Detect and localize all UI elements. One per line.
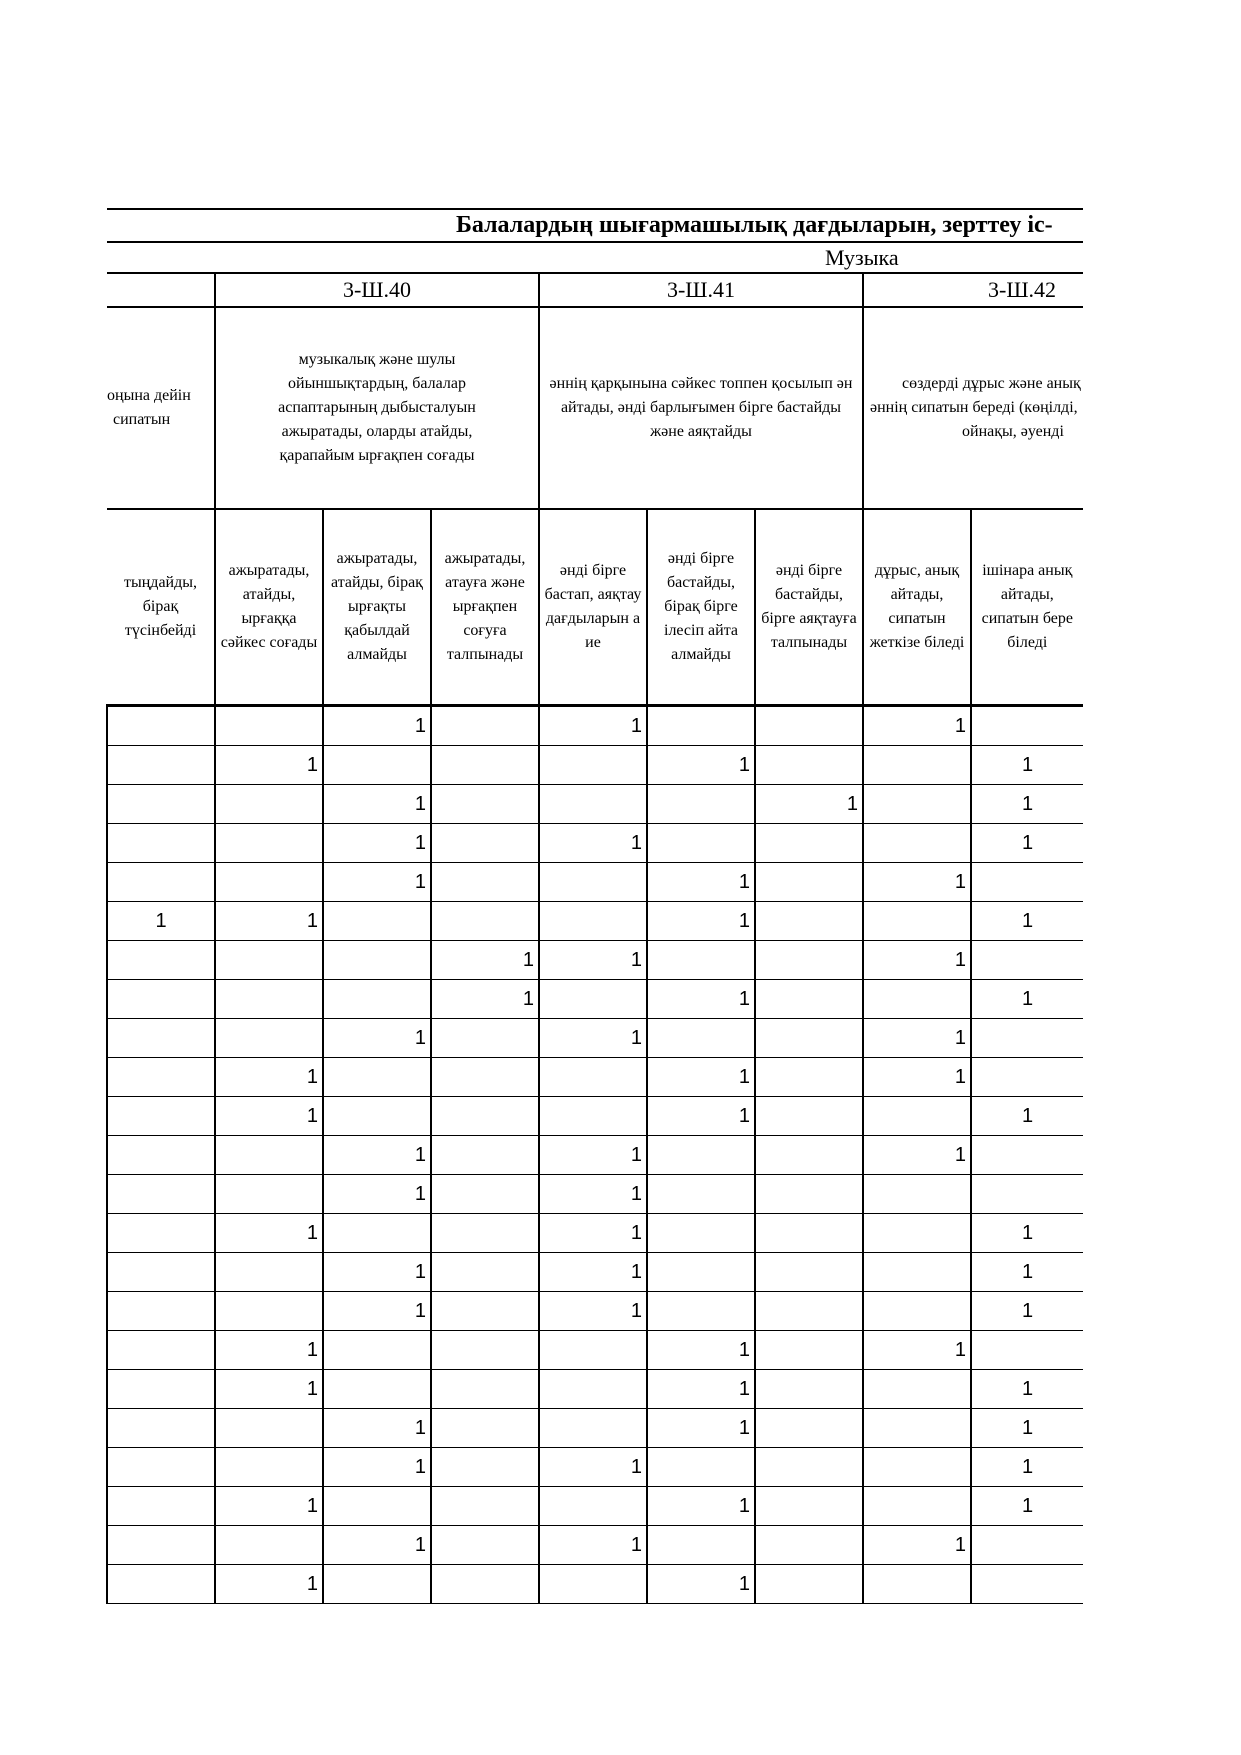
data-cell[interactable] <box>971 1058 1083 1097</box>
data-cell[interactable]: 1 <box>539 1136 647 1175</box>
data-cell[interactable] <box>971 1565 1083 1604</box>
data-cell[interactable] <box>755 902 863 941</box>
data-cell[interactable]: 1 <box>863 941 971 980</box>
data-cell[interactable] <box>539 1487 647 1526</box>
data-cell[interactable]: 1 <box>539 1526 647 1565</box>
data-cell[interactable] <box>647 785 755 824</box>
data-cell[interactable] <box>647 1448 755 1487</box>
data-cell[interactable]: 1 <box>539 1253 647 1292</box>
data-cell[interactable] <box>431 1409 539 1448</box>
data-cell[interactable]: 1 <box>971 1253 1083 1292</box>
data-cell[interactable]: 1 <box>539 1019 647 1058</box>
code-sh42: 3-Ш.42 <box>863 273 1083 307</box>
data-cell[interactable]: 1 <box>539 1448 647 1487</box>
data-cell[interactable] <box>215 1136 323 1175</box>
data-cell[interactable]: 1 <box>971 1292 1083 1331</box>
data-cell[interactable] <box>539 980 647 1019</box>
data-cell[interactable]: 1 <box>971 1487 1083 1526</box>
data-cell[interactable] <box>215 863 323 902</box>
data-cell[interactable]: 1 <box>647 746 755 785</box>
assessment-table <box>106 208 1083 1604</box>
data-cell[interactable] <box>755 1214 863 1253</box>
criterion-1: ажыратады, атайды, ырғаққа сәйкес соғады <box>215 509 323 706</box>
data-cell[interactable]: 1 <box>863 706 971 746</box>
data-cell[interactable]: 1 <box>647 1565 755 1604</box>
data-cell[interactable] <box>539 746 647 785</box>
data-cell[interactable] <box>863 824 971 863</box>
data-cell[interactable] <box>107 1448 215 1487</box>
data-cell[interactable] <box>755 1487 863 1526</box>
data-cell[interactable] <box>539 902 647 941</box>
data-cell[interactable] <box>431 863 539 902</box>
data-cell[interactable] <box>215 824 323 863</box>
data-cell[interactable] <box>971 1136 1083 1175</box>
data-cell[interactable] <box>431 1136 539 1175</box>
data-cell[interactable] <box>755 1565 863 1604</box>
data-cell[interactable] <box>755 1253 863 1292</box>
data-cell[interactable]: 1 <box>971 1097 1083 1136</box>
data-cell[interactable] <box>215 1448 323 1487</box>
table-row <box>107 1136 1083 1175</box>
data-cell[interactable] <box>215 1253 323 1292</box>
data-cell[interactable] <box>755 980 863 1019</box>
data-cell[interactable] <box>755 1409 863 1448</box>
data-cell[interactable] <box>539 1058 647 1097</box>
data-cell[interactable] <box>755 1175 863 1214</box>
data-cell[interactable] <box>755 1526 863 1565</box>
table-row <box>107 824 1083 863</box>
data-cell[interactable]: 1 <box>863 1058 971 1097</box>
criterion-0: тыңдайды, бірақ түсінбейді <box>107 509 215 706</box>
data-cell[interactable] <box>863 746 971 785</box>
criterion-7: дұрыс, анық айтады, сипатын жеткізе біледі <box>863 509 971 706</box>
data-cell[interactable]: 1 <box>863 1331 971 1370</box>
data-cell[interactable] <box>107 1370 215 1409</box>
data-cell[interactable] <box>755 1370 863 1409</box>
data-cell[interactable] <box>755 1448 863 1487</box>
criterion-4: әнді бірге бастап, аяқтау дағдыларын а ие <box>539 509 647 706</box>
data-cell[interactable] <box>971 1331 1083 1370</box>
data-cell[interactable] <box>755 824 863 863</box>
data-cell[interactable]: 1 <box>971 1409 1083 1448</box>
desc-sh42-line2: әннің сипатын береді (көңілді, <box>870 399 1078 416</box>
spreadsheet-view <box>106 208 1083 1623</box>
sheet-title: Балалардың шығармашылық дағдыларын, зерттеу іс- <box>107 209 1083 242</box>
desc-sh42-line1: сөздерді дұрыс және анық <box>902 375 1081 392</box>
data-cell[interactable] <box>431 1565 539 1604</box>
code-sh41: 3-Ш.41 <box>539 273 863 307</box>
data-cell[interactable] <box>431 1526 539 1565</box>
data-cell[interactable] <box>215 706 323 746</box>
data-cell[interactable]: 1 <box>539 824 647 863</box>
section-label: Музыка <box>825 244 899 270</box>
table-row <box>107 1370 1083 1409</box>
code-cell-empty <box>107 273 215 307</box>
data-cell[interactable]: 1 <box>323 1175 431 1214</box>
data-cell[interactable]: 1 <box>971 1448 1083 1487</box>
data-cell[interactable]: 1 <box>215 1058 323 1097</box>
desc-partial-left-line2: сипатын <box>113 411 171 428</box>
data-cell[interactable] <box>863 1487 971 1526</box>
criterion-8: ішінара анық айтады, сипатын бере біледі <box>971 509 1083 706</box>
data-cell[interactable]: 1 <box>647 1409 755 1448</box>
desc-partial-left-line1: оңына дейін <box>107 387 191 404</box>
table-row <box>107 1058 1083 1097</box>
data-cell[interactable] <box>539 1331 647 1370</box>
data-cell[interactable] <box>323 1487 431 1526</box>
data-cell[interactable] <box>863 1175 971 1214</box>
data-cell[interactable] <box>107 1331 215 1370</box>
data-cell[interactable] <box>431 746 539 785</box>
data-cell[interactable] <box>323 746 431 785</box>
data-cell[interactable]: 1 <box>647 863 755 902</box>
data-cell[interactable] <box>647 1526 755 1565</box>
data-cell[interactable] <box>107 1097 215 1136</box>
criterion-3: ажыратады, атауға және ырғақпен соғуға талпынады <box>431 509 539 706</box>
desc-sh42-line3: ойнақы, әуенді <box>962 423 1064 440</box>
data-cell[interactable] <box>215 1526 323 1565</box>
data-cell[interactable]: 1 <box>971 746 1083 785</box>
desc-sh42 <box>863 307 1083 509</box>
data-cell[interactable] <box>431 824 539 863</box>
data-cell[interactable]: 1 <box>647 1487 755 1526</box>
desc-partial-left <box>107 307 215 509</box>
data-cell[interactable]: 1 <box>539 941 647 980</box>
data-cell[interactable]: 1 <box>323 1136 431 1175</box>
data-cell[interactable] <box>755 1058 863 1097</box>
data-cell[interactable] <box>431 1019 539 1058</box>
code-sh40: 3-Ш.40 <box>215 273 539 307</box>
table-row <box>107 1292 1083 1331</box>
data-cell[interactable]: 1 <box>431 980 539 1019</box>
data-cell[interactable] <box>107 1058 215 1097</box>
data-cell[interactable] <box>215 941 323 980</box>
data-cell[interactable]: 1 <box>647 1331 755 1370</box>
data-cell[interactable] <box>107 1526 215 1565</box>
data-cell[interactable] <box>539 1565 647 1604</box>
data-cell[interactable] <box>431 706 539 746</box>
data-cell[interactable] <box>107 980 215 1019</box>
data-cell[interactable]: 1 <box>215 1487 323 1526</box>
table-row <box>107 706 1083 746</box>
data-cell[interactable] <box>971 1019 1083 1058</box>
data-cell[interactable]: 1 <box>323 824 431 863</box>
data-cell[interactable]: 1 <box>215 1097 323 1136</box>
table-row <box>107 746 1083 785</box>
data-cell[interactable] <box>863 1253 971 1292</box>
data-cell[interactable]: 1 <box>971 785 1083 824</box>
data-cell[interactable]: 1 <box>323 1019 431 1058</box>
data-cell[interactable] <box>647 1253 755 1292</box>
data-cell[interactable]: 1 <box>863 863 971 902</box>
data-cell[interactable]: 1 <box>215 1370 323 1409</box>
criterion-6: әнді бірге бастайды, бірге аяқтауға талпынады <box>755 509 863 706</box>
data-cell[interactable]: 1 <box>755 785 863 824</box>
criterion-5: әнді бірге бастайды, бірақ бірге ілесіп айта алмайды <box>647 509 755 706</box>
data-cell[interactable]: 1 <box>647 980 755 1019</box>
data-cell[interactable] <box>863 1565 971 1604</box>
data-cell[interactable]: 1 <box>323 1409 431 1448</box>
data-cell[interactable]: 1 <box>323 1526 431 1565</box>
data-cell[interactable] <box>107 1214 215 1253</box>
data-cell[interactable] <box>323 1058 431 1097</box>
data-cell[interactable] <box>431 1292 539 1331</box>
data-cell[interactable] <box>431 1448 539 1487</box>
data-cell[interactable] <box>755 1019 863 1058</box>
data-cell[interactable] <box>431 785 539 824</box>
data-cell[interactable] <box>863 1214 971 1253</box>
data-cell[interactable]: 1 <box>647 1097 755 1136</box>
data-cell[interactable] <box>647 1019 755 1058</box>
data-cell[interactable]: 1 <box>971 980 1083 1019</box>
data-cell[interactable]: 1 <box>539 1214 647 1253</box>
data-cell[interactable]: 1 <box>971 824 1083 863</box>
data-cell[interactable] <box>755 1331 863 1370</box>
data-cell[interactable] <box>107 1253 215 1292</box>
data-cell[interactable] <box>323 1097 431 1136</box>
data-cell[interactable] <box>755 1292 863 1331</box>
data-cell[interactable]: 1 <box>323 1448 431 1487</box>
data-cell[interactable]: 1 <box>107 902 215 941</box>
table-row <box>107 1214 1083 1253</box>
data-cell[interactable] <box>323 941 431 980</box>
data-cell[interactable] <box>431 1058 539 1097</box>
data-cell[interactable] <box>431 1097 539 1136</box>
data-cell[interactable] <box>107 1409 215 1448</box>
table-row <box>107 980 1083 1019</box>
data-cell[interactable] <box>539 1097 647 1136</box>
data-cell[interactable] <box>323 1214 431 1253</box>
data-cell[interactable] <box>107 785 215 824</box>
data-cell[interactable] <box>647 706 755 746</box>
data-cell[interactable] <box>971 941 1083 980</box>
data-cell[interactable] <box>107 1175 215 1214</box>
data-cell[interactable] <box>323 1565 431 1604</box>
data-cell[interactable] <box>539 863 647 902</box>
table-row <box>107 1253 1083 1292</box>
data-cell[interactable]: 1 <box>215 746 323 785</box>
data-cell[interactable]: 1 <box>323 706 431 746</box>
data-cell[interactable] <box>323 980 431 1019</box>
data-cell[interactable] <box>107 1565 215 1604</box>
data-cell[interactable] <box>755 863 863 902</box>
data-cell[interactable] <box>215 1409 323 1448</box>
data-cell[interactable] <box>215 980 323 1019</box>
data-cell[interactable] <box>431 1487 539 1526</box>
data-cell[interactable] <box>215 785 323 824</box>
data-cell[interactable]: 1 <box>323 1253 431 1292</box>
table-row <box>107 941 1083 980</box>
data-cell[interactable] <box>107 1292 215 1331</box>
data-cell[interactable]: 1 <box>863 1019 971 1058</box>
data-cell[interactable]: 1 <box>215 902 323 941</box>
data-cell[interactable] <box>863 902 971 941</box>
table-row <box>107 1097 1083 1136</box>
data-cell[interactable] <box>863 1370 971 1409</box>
data-cell[interactable] <box>431 1175 539 1214</box>
data-cell[interactable] <box>647 824 755 863</box>
data-cell[interactable]: 1 <box>215 1565 323 1604</box>
data-cell[interactable] <box>431 1214 539 1253</box>
data-cell[interactable] <box>431 1331 539 1370</box>
data-cell[interactable] <box>431 1370 539 1409</box>
desc-sh41: әннің қарқынына сәйкес топпен қосылып ән айтады, әнді барлығымен бірге бастайды және аяқтайды <box>539 307 863 509</box>
data-cell[interactable] <box>647 1175 755 1214</box>
data-cell[interactable] <box>863 1448 971 1487</box>
data-cell[interactable]: 1 <box>539 1292 647 1331</box>
data-cell[interactable] <box>863 1292 971 1331</box>
data-cell[interactable] <box>107 941 215 980</box>
data-cell[interactable] <box>215 1019 323 1058</box>
data-cell[interactable]: 1 <box>431 941 539 980</box>
data-cell[interactable] <box>863 1097 971 1136</box>
data-cell[interactable] <box>215 1292 323 1331</box>
table-row <box>107 902 1083 941</box>
data-cell[interactable] <box>971 1175 1083 1214</box>
data-cell[interactable] <box>647 1214 755 1253</box>
table-row <box>107 1526 1083 1565</box>
data-cell[interactable]: 1 <box>323 863 431 902</box>
data-cell[interactable]: 1 <box>971 1214 1083 1253</box>
data-cell[interactable] <box>863 785 971 824</box>
data-cell[interactable] <box>755 746 863 785</box>
table-row <box>107 1448 1083 1487</box>
data-cell[interactable] <box>863 1409 971 1448</box>
data-cell[interactable] <box>539 1370 647 1409</box>
data-cell[interactable] <box>107 746 215 785</box>
data-cell[interactable] <box>107 863 215 902</box>
table-row <box>107 1487 1083 1526</box>
data-cell[interactable] <box>971 1526 1083 1565</box>
data-cell[interactable] <box>107 706 215 746</box>
data-cell[interactable] <box>215 1175 323 1214</box>
data-cell[interactable]: 1 <box>863 1526 971 1565</box>
data-cell[interactable] <box>647 1292 755 1331</box>
data-cell[interactable] <box>107 1019 215 1058</box>
data-cell[interactable] <box>431 1253 539 1292</box>
data-cell[interactable]: 1 <box>539 706 647 746</box>
criterion-2: ажыратады, атайды, бірақ ырғақты қабылдай алмайды <box>323 509 431 706</box>
data-cell[interactable]: 1 <box>647 1058 755 1097</box>
data-cell[interactable]: 1 <box>647 1370 755 1409</box>
data-cell[interactable] <box>539 785 647 824</box>
data-cell[interactable] <box>863 980 971 1019</box>
data-cell[interactable]: 1 <box>971 902 1083 941</box>
data-cell[interactable] <box>755 1136 863 1175</box>
data-cell[interactable] <box>323 1331 431 1370</box>
data-cell[interactable] <box>107 1136 215 1175</box>
data-cell[interactable] <box>971 706 1083 746</box>
table-row <box>107 1019 1083 1058</box>
data-cell[interactable]: 1 <box>539 1175 647 1214</box>
data-cell[interactable]: 1 <box>971 1370 1083 1409</box>
table-row <box>107 1565 1083 1604</box>
data-cell[interactable] <box>755 941 863 980</box>
data-cell[interactable] <box>755 706 863 746</box>
data-cell[interactable] <box>323 902 431 941</box>
data-cell[interactable] <box>755 1097 863 1136</box>
data-cell[interactable] <box>323 1370 431 1409</box>
desc-sh40: музыкалық және шулы ойыншықтардың, балалар аспаптарының дыбысталуын ажыратады, оларды атайды, қарапайым ырғақпен соғады <box>215 307 539 509</box>
table-row <box>107 785 1083 824</box>
data-cell[interactable]: 1 <box>863 1136 971 1175</box>
table-row <box>107 1175 1083 1214</box>
data-cell[interactable] <box>539 1409 647 1448</box>
table-row <box>107 1331 1083 1370</box>
data-cell[interactable] <box>431 902 539 941</box>
table-row <box>107 1409 1083 1448</box>
table-row <box>107 863 1083 902</box>
data-cell[interactable] <box>647 1136 755 1175</box>
data-cell[interactable]: 1 <box>323 785 431 824</box>
data-cell[interactable] <box>647 941 755 980</box>
data-cell[interactable] <box>107 824 215 863</box>
data-cell[interactable]: 1 <box>215 1331 323 1370</box>
data-cell[interactable] <box>107 1487 215 1526</box>
data-cell[interactable]: 1 <box>323 1292 431 1331</box>
data-cell[interactable] <box>971 863 1083 902</box>
data-cell[interactable]: 1 <box>647 902 755 941</box>
data-cell[interactable]: 1 <box>215 1214 323 1253</box>
